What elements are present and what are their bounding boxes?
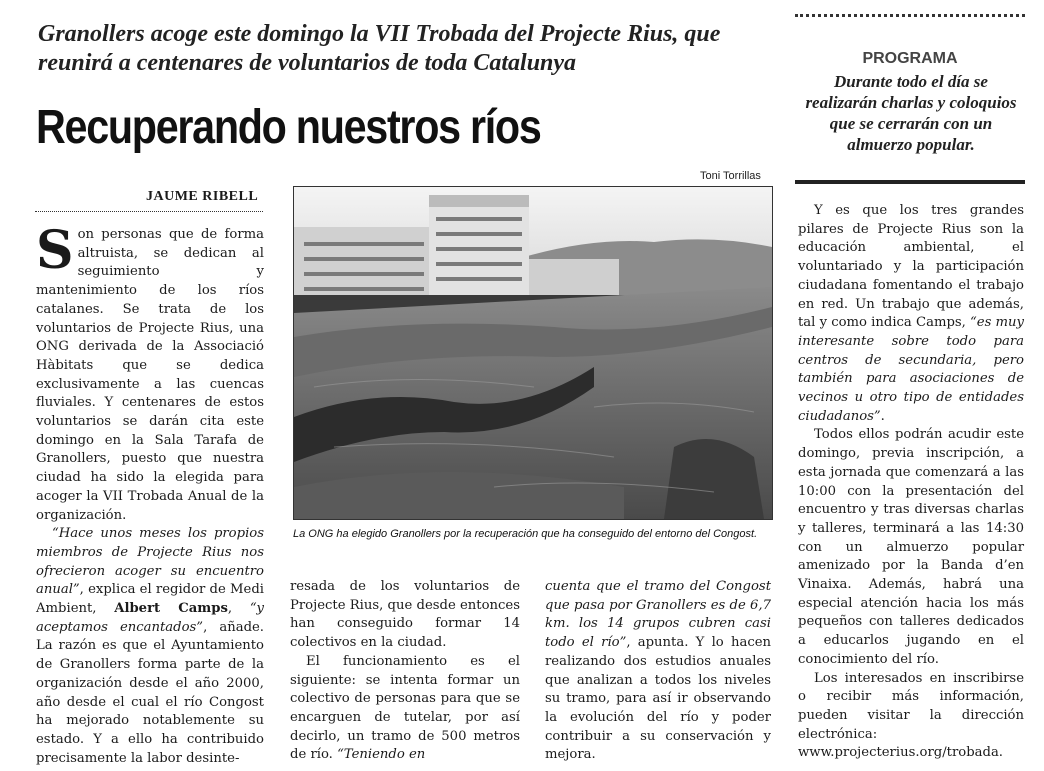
paragraph bbox=[798, 670, 1024, 764]
article-column-1 bbox=[36, 220, 265, 768]
paragraph bbox=[36, 220, 264, 525]
paragraph bbox=[798, 426, 1024, 669]
paragraph-text: on personas que de forma altruista, se dedican al seguimiento y mantenimiento de los ríos catalanes. Se trata de los voluntarios de Projecte Rius, una ONG derivada de la Associació Hàbitats que se dedica exclusivamente a las cuencas fluviales. Y centenares de estos voluntarios se darán cita este domingo en la Sala Tarafa de Granollers, puesto que nuestra ciudad ha sido la elegida para acoger la VII Trobada Anual de la organización. bbox=[36, 227, 264, 523]
river-photo bbox=[293, 186, 773, 520]
paragraph-text: . bbox=[880, 408, 885, 424]
article-column-3 bbox=[545, 578, 771, 765]
photo-credit: Toni Torrillas bbox=[700, 170, 761, 182]
paragraph bbox=[290, 653, 520, 765]
paragraph-text: El funcionamiento es el siguiente: se intenta formar un colectivo de personas para que se encarguen de tutelar, por así decirlo, un tramo de 500 metros de río. bbox=[290, 653, 520, 763]
sidebar-bottom-rule bbox=[795, 180, 1025, 184]
person-name: Albert Camps bbox=[114, 601, 228, 617]
quote: “Teniendo en bbox=[337, 747, 426, 763]
sidebar-top-divider bbox=[795, 14, 1025, 17]
article-headline: Recuperando nuestros ríos bbox=[36, 101, 541, 154]
river-photo-illustration bbox=[294, 187, 772, 519]
quote: “Hace unos meses los propios miembros de Projecte Rius nos ofrecieron acoger su encuentro anual” bbox=[36, 526, 264, 598]
paragraph bbox=[290, 578, 520, 653]
paragraph-text: Y es que los tres grandes pilares de Projecte Rius son la educación ambiental, el voluntariado y la participación ciudadana fomentando el trabajo en red. Un trabajo que además, tal y como indica Camps, bbox=[798, 203, 1024, 331]
photo-caption: La ONG ha elegido Granollers por la recuperación que ha conseguido del entorno del Congost. bbox=[293, 528, 758, 540]
byline: JAUME RIBELL bbox=[146, 189, 259, 204]
paragraph bbox=[545, 578, 771, 765]
sidebar-text: Durante todo el día se realizarán charlas y coloquios que se cerrarán con un almuerzo popular. bbox=[805, 72, 1017, 154]
paragraph-text: Los interesados en inscribirse o recibir más información, pueden visitar la dirección electrónica: www.projecterius.org/trobada. bbox=[798, 670, 1024, 761]
paragraph-text: Todos ellos podrán acudir este domingo, previa inscripción, a esta jornada que comenzará a las 10:00 con la presentación del encuentro y tras diversas charlas y talleres, terminará a las 14:30 con un almuerzo popular amenizado por la Banda d’en Vinaixa. Además, habrá una especial atención hacia los más pequeños con talleres dedicados a educarlos jugando en el conocimiento del río. bbox=[798, 427, 1024, 667]
paragraph-text: , añade. La razón es que el Ayuntamiento de Granollers forma parte de la organización desde el año 2000, año desde el cual el río Congost ha mejorado notablemente su estado. Y a ello ha contribuido precisamente la labor desinte- bbox=[36, 619, 265, 766]
paragraph bbox=[36, 525, 264, 768]
article-column-4 bbox=[798, 202, 1024, 763]
quote: “es muy interesante sobre todo para centros de secundaria, pero también para asociaciones de vecinos u otro tipo de entidades ciudadanos” bbox=[798, 315, 1025, 424]
quote: “y aceptamos encantados” bbox=[36, 601, 265, 635]
paragraph-text: , bbox=[227, 601, 250, 617]
quote: cuenta que el tramo del Congost que pasa por Granollers es de 6,7 km. los 14 grupos cubren casi todo el río” bbox=[545, 579, 771, 651]
paragraph-text: , explica el regidor de Medi Ambient, bbox=[36, 582, 264, 617]
article-column-2 bbox=[290, 578, 520, 765]
sidebar-label: PROGRAMA bbox=[862, 50, 958, 67]
paragraph-text: , apunta. Y lo hacen realizando dos estudios anuales que analizan a todos los niveles su tramo, para así ir observando la evolución del río y poder contribuir a su conservación y mejora. bbox=[545, 635, 772, 763]
drop-cap: S bbox=[36, 220, 74, 281]
paragraph-text: resada de los voluntarios de Projecte Rius, que desde entonces han conseguido formar 14 colectivos en la ciudad. bbox=[290, 579, 520, 651]
byline-divider bbox=[35, 211, 263, 212]
article-kicker: Granollers acoge este domingo la VII Trobada del Projecte Rius, que reunirá a centenares de voluntarios de toda Catalunya bbox=[38, 21, 721, 76]
paragraph bbox=[798, 202, 1024, 426]
